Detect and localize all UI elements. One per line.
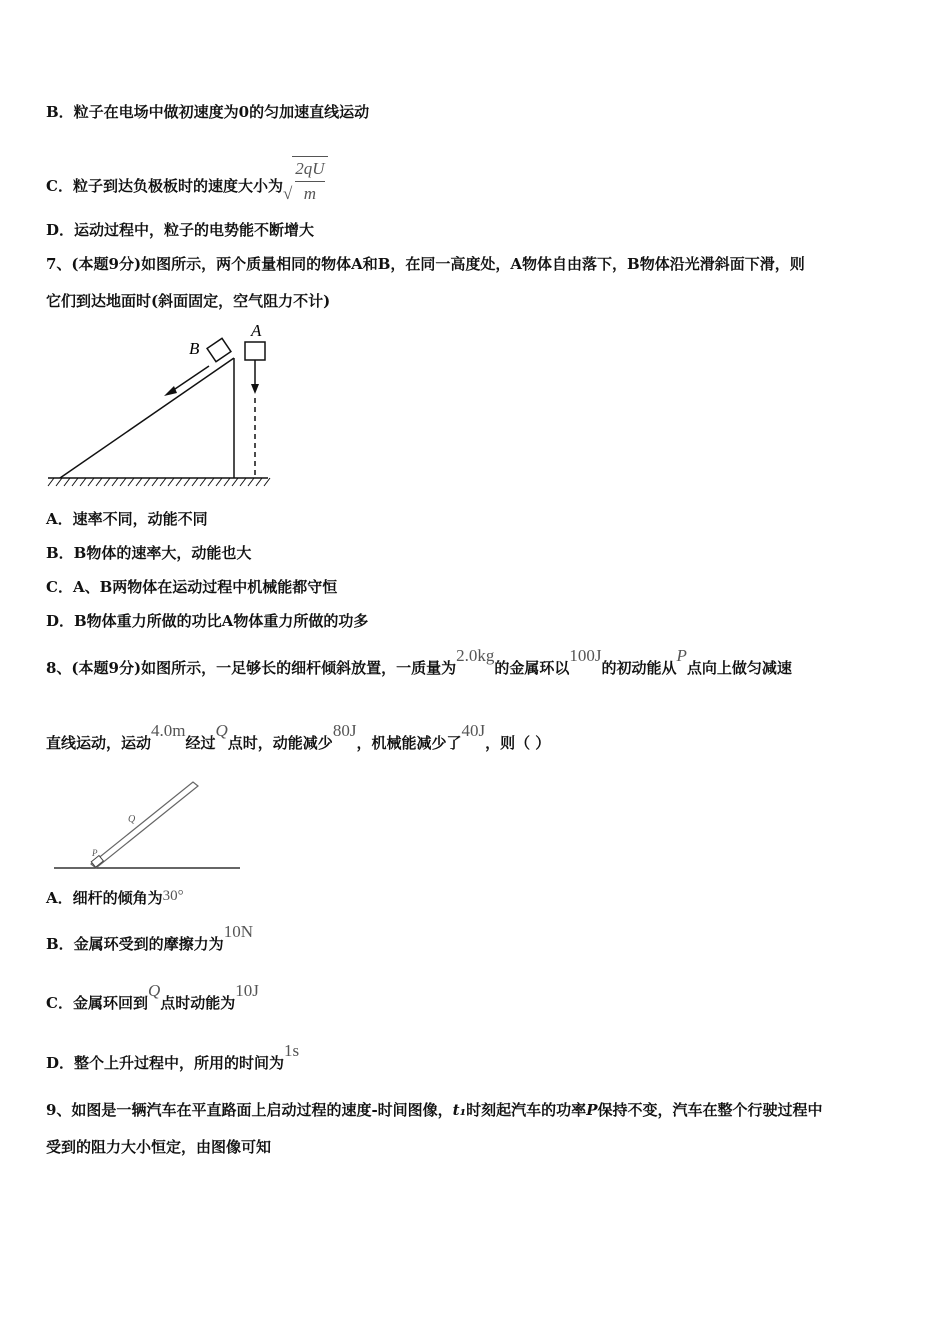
- text: 的初动能从: [601, 659, 677, 677]
- q8-option-a: [46, 888, 184, 909]
- q7-option-b: B．B物体的速率大，动能也大: [46, 544, 252, 562]
- q6-option-c-text: C．粒子到达负极板时的速度大小为: [46, 177, 283, 195]
- q8-option-d: [46, 1041, 300, 1073]
- q8-option-b: [46, 922, 253, 954]
- point-q: Q: [215, 721, 228, 740]
- formula-denominator: m: [303, 184, 317, 203]
- q7-figure: [44, 318, 274, 493]
- text: A．细杆的倾角为: [46, 889, 163, 907]
- text: 直线运动，运动: [46, 734, 152, 752]
- text: ，机械能减少了: [356, 734, 462, 752]
- power-symbol: P: [586, 1101, 598, 1119]
- q7-stem-line2: 它们到达地面时(斜面固定，空气阻力不计): [46, 292, 331, 310]
- t1-symbol: t₁: [452, 1101, 467, 1119]
- point-p: P: [676, 646, 687, 665]
- q6-option-d: D．运动过程中，粒子的电势能不断增大: [46, 221, 315, 239]
- text: 经过: [185, 734, 216, 752]
- fig-label-q: Q: [128, 814, 136, 825]
- q6-option-b: B．粒子在电场中做初速度为0的匀加速直线运动: [46, 103, 370, 121]
- me-loss-value: 40J: [461, 721, 486, 740]
- q8-figure: [50, 778, 245, 873]
- q7-option-d: D．B物体重力所做的功比A物体重力所做的功多: [46, 612, 369, 630]
- ke-loss-value: 80J: [332, 721, 357, 740]
- q7-option-a: A．速率不同，动能不同: [46, 510, 208, 528]
- text: B．金属环受到的摩擦力为: [46, 935, 224, 953]
- text: 点向上做匀减速: [686, 659, 792, 677]
- fig-label-p: P: [92, 848, 98, 858]
- q6-option-c: [46, 159, 328, 212]
- q9-stem-line1: [46, 1100, 822, 1120]
- q8-stem-line1: [46, 646, 792, 678]
- energy-value: 100J: [569, 646, 602, 665]
- ke-value: 10J: [235, 981, 259, 1000]
- mass-value: 2.0kg: [456, 646, 495, 665]
- text: 时刻起汽车的功率: [466, 1101, 587, 1119]
- friction-value: 10N: [223, 922, 253, 941]
- text: D．整个上升过程中，所用的时间为: [46, 1054, 285, 1072]
- q9-stem-line2: 受到的阻力大小恒定，由图像可知: [46, 1138, 272, 1156]
- text: 9、如图是一辆汽车在平直路面上启动过程的速度-时间图像，: [46, 1101, 453, 1119]
- text: 8、(本题9分)如图所示，一足够长的细杆倾斜放置，一质量为: [46, 659, 457, 677]
- sqrt-formula: √ $\frac{2qU}{m}$: [283, 156, 328, 206]
- q7-stem-line1: 7、(本题9分)如图所示，两个质量相同的物体A和B，在同一高度处，A物体自由落下，B物体沿光滑斜面下滑，则: [46, 255, 805, 273]
- text: 点时，动能减少: [227, 734, 333, 752]
- text: C．金属环回到: [46, 994, 148, 1012]
- q7-option-c: C．A、B两物体在运动过程中机械能都守恒: [46, 578, 338, 596]
- text: 的金属环以: [494, 659, 570, 677]
- angle-value: 30°: [162, 888, 184, 904]
- point-q: Q: [147, 981, 161, 1000]
- q8-stem-line2: [46, 721, 551, 753]
- label-a: A: [251, 321, 262, 340]
- text: ，则（ ）: [485, 734, 551, 752]
- text: 点时动能为: [160, 994, 236, 1012]
- distance-value: 4.0m: [151, 721, 186, 740]
- q8-option-c: [46, 981, 259, 1013]
- formula-numerator: 2qU: [295, 157, 324, 182]
- label-b: B: [189, 339, 200, 358]
- time-value: 1s: [284, 1041, 300, 1060]
- text: 保持不变，汽车在整个行驶过程中: [597, 1101, 823, 1119]
